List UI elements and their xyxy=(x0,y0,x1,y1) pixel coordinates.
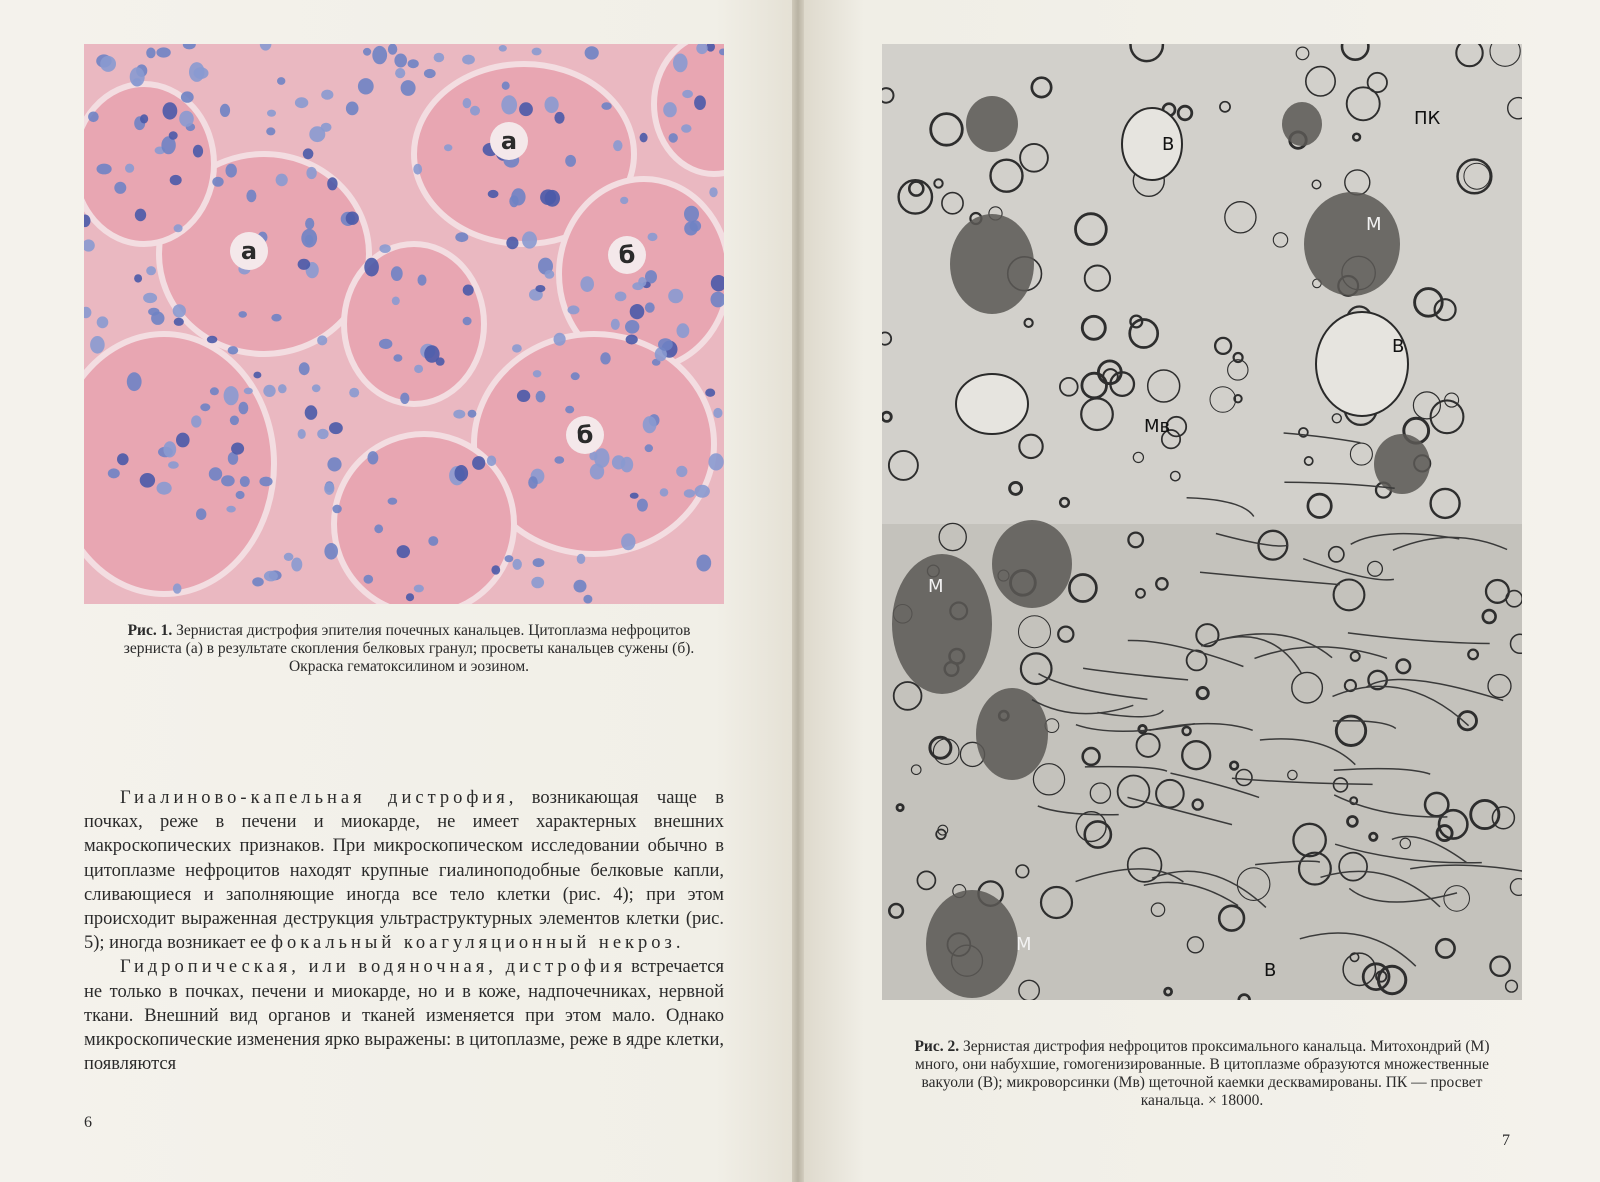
cell-nucleus xyxy=(317,429,328,439)
mitochondrion xyxy=(966,96,1018,152)
label-a-top: а xyxy=(490,122,528,160)
cell-nucleus xyxy=(645,302,655,312)
cell-nucleus xyxy=(601,102,611,110)
cell-nucleus xyxy=(363,48,371,56)
cell-nucleus xyxy=(97,164,112,175)
cell-nucleus xyxy=(253,372,261,379)
cell-nucleus xyxy=(364,575,374,584)
figure2-caption-lead: Рис. 2. xyxy=(914,1038,960,1055)
paragraph-hydropic xyxy=(84,955,724,1076)
cell-nucleus xyxy=(453,410,465,419)
mitochondrion xyxy=(1304,192,1400,296)
cell-nucleus xyxy=(620,197,628,204)
electron-micrograph-image xyxy=(882,44,1522,1000)
cell-nucleus xyxy=(140,473,155,488)
cell-nucleus xyxy=(463,285,474,296)
cell-nucleus xyxy=(455,465,469,481)
cell-nucleus xyxy=(577,554,586,564)
paragraph-hyaline xyxy=(84,786,724,955)
cell-nucleus xyxy=(565,406,574,414)
cell-nucleus xyxy=(252,577,264,586)
page-number-right: 7 xyxy=(1502,1132,1510,1149)
cell-nucleus xyxy=(491,565,500,574)
cell-nucleus xyxy=(540,189,556,205)
cell-nucleus xyxy=(643,416,657,433)
cell-nucleus xyxy=(114,182,126,194)
cell-nucleus xyxy=(499,45,507,52)
cell-nucleus xyxy=(259,477,272,487)
cell-nucleus xyxy=(246,190,256,203)
cell-nucleus xyxy=(228,346,239,354)
cell-nucleus xyxy=(505,555,514,562)
cell-nucleus xyxy=(388,498,398,505)
cell-nucleus xyxy=(528,476,538,488)
cell-nucleus xyxy=(487,456,496,467)
cell-nucleus xyxy=(207,336,218,343)
cell-nucleus xyxy=(90,336,105,354)
cell-nucleus xyxy=(209,467,222,480)
cell-nucleus xyxy=(640,133,648,143)
cell-nucleus xyxy=(374,524,383,533)
cell-nucleus xyxy=(424,345,439,363)
large-vacuole xyxy=(956,374,1028,434)
cell-nucleus xyxy=(278,384,287,393)
cell-nucleus xyxy=(388,44,397,55)
figure2-caption xyxy=(896,1038,1508,1110)
electron-micrograph xyxy=(882,44,1522,1000)
cell-nucleus xyxy=(600,352,610,364)
cell-nucleus xyxy=(519,102,533,116)
cell-nucleus xyxy=(221,475,235,486)
cell-nucleus xyxy=(267,110,276,117)
cell-nucleus xyxy=(332,505,341,514)
label-v-1: В xyxy=(1162,134,1175,155)
cell-nucleus xyxy=(196,508,206,520)
cell-nucleus xyxy=(194,67,209,79)
cell-nucleus xyxy=(200,403,210,411)
term-necrosis: фокальный коагуляционный некроз xyxy=(271,933,676,954)
cell-nucleus xyxy=(368,451,379,464)
figure1-caption-lead: Рис. 1. xyxy=(127,622,173,639)
cell-nucleus xyxy=(193,145,203,158)
cell-nucleus xyxy=(513,559,522,570)
cell-nucleus xyxy=(648,233,658,241)
cell-nucleus xyxy=(305,218,314,230)
cell-nucleus xyxy=(291,558,302,572)
cell-nucleus xyxy=(488,190,499,198)
label-m-2: М xyxy=(928,576,944,597)
cell-nucleus xyxy=(391,266,403,281)
cell-nucleus xyxy=(658,338,673,351)
cell-nucleus xyxy=(135,209,146,222)
cell-nucleus xyxy=(568,305,580,314)
cell-nucleus xyxy=(117,453,129,465)
cell-nucleus xyxy=(240,476,250,487)
cell-nucleus xyxy=(401,80,416,96)
cell-nucleus xyxy=(244,388,253,395)
cell-nucleus xyxy=(533,370,542,377)
cell-nucleus xyxy=(470,106,480,116)
cell-nucleus xyxy=(220,104,230,117)
cell-nucleus xyxy=(226,164,237,178)
cell-nucleus xyxy=(395,68,405,78)
paragraph1-text-a: , возникающая чаще в почках, реже в печени и миокарде, не имеет характерных внешних макроскопических признаков. При микроскопическом исследовании обычно в цитоплазме нефроцитов находят крупные гиалиноподобные белковые капли, сливающиеся и заполняющие иногда все тело клетки (рис. 4); при этом происходит выраженная деструкция ультраструктурных элементов клетки (рис. 5); иногда возникает ее xyxy=(84,788,724,954)
cell-nucleus xyxy=(625,320,639,334)
cell-nucleus xyxy=(414,365,423,373)
book-gutter xyxy=(792,0,804,1182)
cell-nucleus xyxy=(468,410,477,418)
cell-nucleus xyxy=(151,312,164,325)
cell-nucleus xyxy=(709,187,717,197)
cell-nucleus xyxy=(266,127,275,135)
term-hydropic: Гидропическая, или водяночная, дистрофия xyxy=(120,957,627,978)
cell-nucleus xyxy=(696,555,711,572)
cell-nucleus xyxy=(327,177,337,190)
cell-nucleus xyxy=(140,114,148,123)
cell-nucleus xyxy=(364,258,379,277)
cell-nucleus xyxy=(502,82,510,90)
cell-nucleus xyxy=(400,393,409,404)
cell-nucleus xyxy=(324,543,338,560)
label-m-1: М xyxy=(1366,214,1382,235)
cell-nucleus xyxy=(179,111,194,127)
cell-nucleus xyxy=(231,443,244,455)
cell-nucleus xyxy=(613,140,622,151)
cell-nucleus xyxy=(554,112,564,124)
cell-nucleus xyxy=(230,416,239,426)
label-a-left: а xyxy=(230,232,268,270)
cell-nucleus xyxy=(708,453,723,470)
cell-nucleus xyxy=(191,415,201,427)
cell-nucleus xyxy=(226,506,235,513)
body-text xyxy=(84,786,724,1076)
cell-nucleus xyxy=(522,231,537,248)
cell-nucleus xyxy=(295,97,308,108)
label-m-3: М xyxy=(1016,934,1032,955)
cell-nucleus xyxy=(463,98,472,108)
cell-nucleus xyxy=(583,595,592,604)
cell-nucleus xyxy=(406,593,414,601)
cell-nucleus xyxy=(695,485,710,498)
cell-nucleus xyxy=(173,304,186,317)
mitochondrion xyxy=(926,890,1018,998)
cell-nucleus xyxy=(713,408,722,418)
cell-nucleus xyxy=(173,583,182,593)
cell-nucleus xyxy=(358,78,374,94)
cell-nucleus xyxy=(615,292,627,302)
cell-nucleus xyxy=(535,285,545,292)
cell-nucleus xyxy=(681,124,691,133)
cell-nucleus xyxy=(168,461,179,469)
cell-nucleus xyxy=(181,91,194,102)
cell-nucleus xyxy=(676,466,687,477)
label-v-3: В xyxy=(1264,960,1277,981)
cell-nucleus xyxy=(554,456,564,464)
cell-nucleus xyxy=(630,493,639,499)
cell-nucleus xyxy=(673,54,688,73)
cell-nucleus xyxy=(668,289,683,303)
cell-nucleus xyxy=(97,316,109,328)
large-vacuole xyxy=(1316,312,1408,416)
paragraph2-text: встречается не только в почках, печени и миокарде, но и в коже, надпочечниках, нервной ткани. Внешний вид органов и тканей изменяется при этом мало. Однако микроскопические изменения ярко выражены: в цитоплазме, реже в ядре клетки, появляются xyxy=(84,957,724,1075)
cell-nucleus xyxy=(130,67,145,86)
cell-nucleus xyxy=(224,386,239,405)
cell-nucleus xyxy=(705,389,715,397)
cell-nucleus xyxy=(346,212,359,225)
cell-nucleus xyxy=(694,95,706,110)
cell-nucleus xyxy=(372,46,387,64)
cell-nucleus xyxy=(346,102,359,116)
page-number-left: 6 xyxy=(84,1114,92,1131)
term-hyaline: Гиалиново-капельная дистрофия xyxy=(120,788,509,808)
cell-nucleus xyxy=(571,372,580,380)
cell-nucleus xyxy=(444,144,452,151)
cell-nucleus xyxy=(414,585,424,593)
cell-nucleus xyxy=(299,362,310,375)
cell-nucleus xyxy=(413,164,422,175)
cell-nucleus xyxy=(174,224,183,232)
cell-nucleus xyxy=(210,387,219,395)
cell-nucleus xyxy=(393,354,402,362)
cell-nucleus xyxy=(329,422,343,434)
cell-nucleus xyxy=(88,112,99,123)
label-b-bottom: б xyxy=(566,416,604,454)
cell-nucleus xyxy=(533,558,545,567)
cell-nucleus xyxy=(536,391,546,403)
cell-nucleus xyxy=(163,102,178,119)
label-b-right: б xyxy=(608,236,646,274)
cell-nucleus xyxy=(379,244,390,253)
cell-nucleus xyxy=(127,372,142,391)
cell-nucleus xyxy=(321,90,333,100)
cell-nucleus xyxy=(501,95,517,114)
cell-nucleus xyxy=(684,489,695,497)
label-v-2: В xyxy=(1392,336,1405,357)
cell-nucleus xyxy=(428,536,438,546)
cell-nucleus xyxy=(418,275,427,286)
cell-nucleus xyxy=(174,318,184,326)
figure2-caption-text: Зернистая дистрофия нефроцитов проксимального канальца. Митохондрий (М) много, они набухшие, гомогенизированные. В цитоплазме образуются множественные вакуоли (В); микроворсинки (Мв) щеточной каемки десквамированы. ПК — просвет канальца. × 18000. xyxy=(915,1038,1490,1109)
cell-nucleus xyxy=(511,188,525,205)
cell-nucleus xyxy=(317,335,327,345)
cell-nucleus xyxy=(545,97,559,114)
cell-nucleus xyxy=(284,553,294,561)
cell-nucleus xyxy=(263,385,275,397)
mitochondrion xyxy=(1282,102,1322,146)
cell-nucleus xyxy=(632,282,643,290)
cell-nucleus xyxy=(312,384,321,392)
cell-nucleus xyxy=(309,126,325,142)
cell-nucleus xyxy=(532,48,542,56)
cell-nucleus xyxy=(397,545,410,558)
label-pk: ПК xyxy=(1414,108,1441,129)
mitochondrion xyxy=(892,554,992,694)
cell-nucleus xyxy=(684,206,699,223)
cell-nucleus xyxy=(472,456,485,470)
cell-nucleus xyxy=(463,317,472,326)
cell-nucleus xyxy=(100,56,116,72)
cell-nucleus xyxy=(408,59,419,68)
cell-nucleus xyxy=(455,232,468,242)
cell-nucleus xyxy=(677,323,690,338)
mitochondrion xyxy=(950,214,1034,314)
cell-nucleus xyxy=(392,297,400,306)
cell-nucleus xyxy=(176,433,190,448)
cell-nucleus xyxy=(626,335,638,345)
cell-nucleus xyxy=(306,167,316,179)
cell-nucleus xyxy=(660,488,669,496)
cell-nucleus xyxy=(125,164,134,173)
cell-nucleus xyxy=(146,48,155,59)
cell-nucleus xyxy=(379,339,392,349)
figure1-caption-text: Зернистая дистрофия эпителия почечных канальцев. Цитоплазма нефроцитов зерниста (а) в результате скопления белковых гранул; просветы канальцев сужены (б). Окраска гематоксилином и эозином. xyxy=(123,622,695,675)
cell-nucleus xyxy=(663,102,677,117)
mitochondrion xyxy=(992,520,1072,608)
cell-nucleus xyxy=(277,77,285,85)
cell-nucleus xyxy=(424,69,436,78)
cell-nucleus xyxy=(574,580,587,593)
cell-nucleus xyxy=(645,270,657,283)
cell-nucleus xyxy=(394,54,407,68)
cell-nucleus xyxy=(645,444,653,452)
cell-nucleus xyxy=(146,266,156,275)
cell-nucleus xyxy=(517,390,530,402)
cell-nucleus xyxy=(212,177,223,187)
cell-nucleus xyxy=(156,47,170,57)
cell-nucleus xyxy=(134,274,142,282)
cell-nucleus xyxy=(462,55,475,65)
cell-nucleus xyxy=(621,533,635,550)
cell-nucleus xyxy=(271,314,281,322)
cell-nucleus xyxy=(506,237,518,250)
cell-nucleus xyxy=(637,499,648,512)
label-mv: Мв xyxy=(1144,416,1171,437)
cell-nucleus xyxy=(682,90,693,98)
cell-nucleus xyxy=(298,429,306,439)
cell-nucleus xyxy=(545,270,555,279)
cell-nucleus xyxy=(163,441,176,457)
cell-nucleus xyxy=(565,155,576,167)
cell-nucleus xyxy=(157,482,172,495)
cell-nucleus xyxy=(298,259,311,270)
cell-nucleus xyxy=(238,311,247,318)
cell-nucleus xyxy=(170,175,182,185)
cell-nucleus xyxy=(305,405,318,420)
histology-image xyxy=(84,44,724,604)
cell-nucleus xyxy=(611,319,620,330)
histology-figure xyxy=(84,44,724,604)
cell-nucleus xyxy=(630,304,645,319)
cell-nucleus xyxy=(585,46,599,59)
cell-nucleus xyxy=(684,222,698,236)
figure1-caption xyxy=(104,622,714,676)
cell-nucleus xyxy=(264,571,278,582)
cell-nucleus xyxy=(554,333,566,346)
cell-nucleus xyxy=(512,344,522,352)
cell-nucleus xyxy=(531,577,544,589)
mitochondrion xyxy=(1374,434,1430,494)
cell-nucleus xyxy=(143,293,157,303)
cell-nucleus xyxy=(349,388,359,398)
cell-nucleus xyxy=(239,402,249,415)
cell-nucleus xyxy=(580,276,594,292)
cell-nucleus xyxy=(669,133,678,143)
cell-nucleus xyxy=(236,491,245,499)
cell-nucleus xyxy=(327,457,341,471)
paragraph1-text-b: . xyxy=(675,933,681,954)
cell-nucleus xyxy=(301,229,317,248)
cell-nucleus xyxy=(108,468,120,478)
cell-nucleus xyxy=(434,53,445,63)
cell-nucleus xyxy=(169,131,178,140)
cell-nucleus xyxy=(612,455,625,469)
cell-nucleus xyxy=(276,174,288,187)
cell-nucleus xyxy=(303,148,314,159)
cell-nucleus xyxy=(324,482,334,495)
